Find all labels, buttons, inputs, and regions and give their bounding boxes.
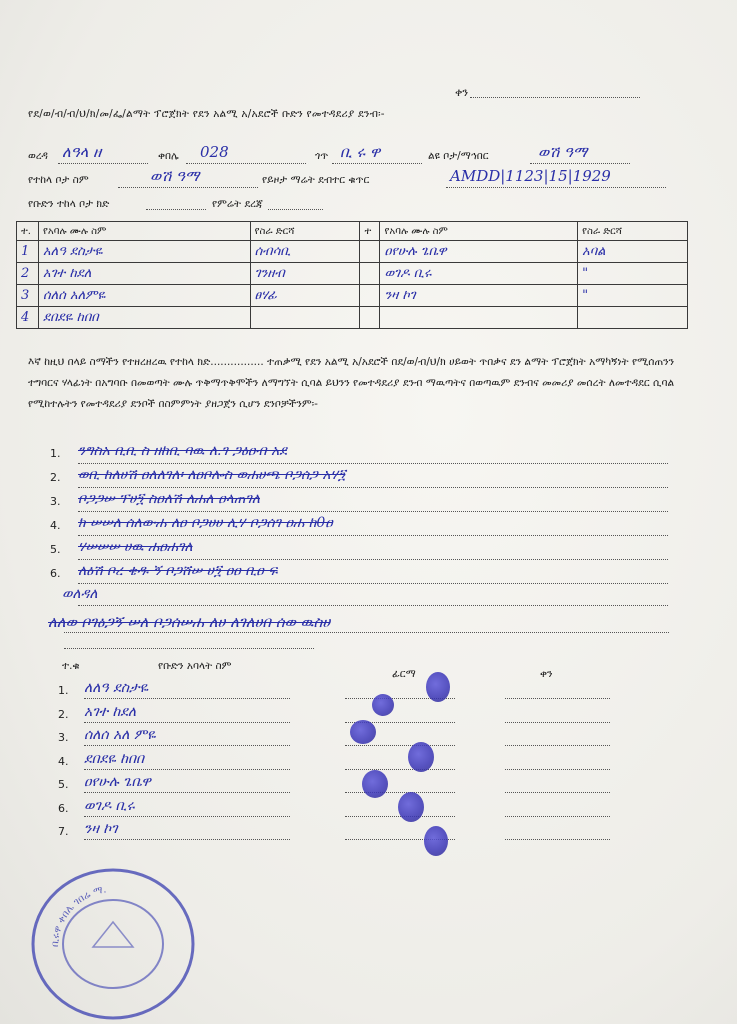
row-name-2: ዐየሁሉ ጌቤዋ <box>380 241 578 263</box>
row-name: ደበደዬ ከበበ <box>38 307 250 329</box>
date-line <box>505 839 610 840</box>
site-name-value: ወሽ ዓማ <box>150 167 200 185</box>
member-name: አገተ ከደለ <box>84 703 137 720</box>
header-role: የስራ ድርሻ <box>250 222 360 241</box>
rule-number: 2. <box>50 471 61 484</box>
header-no: ተ. <box>17 222 39 241</box>
list-item <box>44 821 344 845</box>
header-name-2: የአባሉ ሙሉ ስም <box>380 222 578 241</box>
official-stamp <box>18 852 200 1022</box>
signature-line <box>345 769 455 770</box>
list-item <box>34 443 694 467</box>
list-item <box>44 704 344 728</box>
sig-signature-label: ፊርማ <box>392 668 416 680</box>
kebele-value: 028 <box>200 143 229 161</box>
list-item <box>44 798 344 822</box>
thumbprint-mark <box>424 826 448 856</box>
row-role-2 <box>578 307 688 329</box>
rule-line <box>78 559 668 560</box>
sig-date-label: ቀን <box>540 668 553 680</box>
member-line <box>84 816 290 817</box>
row-name-2: ንዛ ኮገ <box>380 285 578 307</box>
rules-list <box>34 443 694 587</box>
header-name: የአባሉ ሙሉ ስም <box>38 222 250 241</box>
list-item <box>44 680 344 704</box>
member-name: ወገዶ ቢሩ <box>84 797 135 814</box>
rule-number: 4. <box>50 519 61 532</box>
row-name-2 <box>380 307 578 329</box>
member-number: 2. <box>58 707 69 721</box>
member-line <box>84 698 290 699</box>
group-site-line <box>146 209 206 210</box>
leader-line <box>530 163 630 164</box>
rule-text: ንግስአ ቢቢ ስ ዘከቢ ባዉ ለ.ገ ጋዕዐብ አደ <box>78 443 287 459</box>
date-label: ቀን <box>455 86 469 99</box>
site-name-line <box>118 187 258 188</box>
list-item <box>34 491 694 515</box>
member-line <box>84 839 290 840</box>
woreda-label: ወረዳ <box>28 150 48 162</box>
member-name: ሰለሰ አለ ምዬ <box>84 727 156 743</box>
leader-label: ልዩ ቦታ/ማኅበር <box>428 150 489 162</box>
row-role: ሰብሳቢ <box>250 241 360 263</box>
continuation-line-3 <box>64 648 314 649</box>
list-item <box>44 727 344 751</box>
rule-text: ወቢ ከለሀሽ ዐለለገለ፡ ለዐቦሎስ ወሐሀጫ ቦጋሰጋ አሃ፺ <box>78 467 346 483</box>
row-role <box>250 307 360 329</box>
rule-text: ሃሠሠሠ ሀዉ ሐዐሐገለ <box>78 539 193 555</box>
row-name: አለዓ ደስታዬ <box>38 241 250 263</box>
row-no: 3 <box>17 285 39 307</box>
continuation-text: ወለዳለ <box>62 586 98 602</box>
member-signature-list <box>44 680 344 845</box>
list-item <box>44 774 344 798</box>
row-name: አገተ ከደለ <box>38 263 250 285</box>
rule-line <box>78 535 668 536</box>
member-name: ንዛ ኮገ <box>84 821 118 837</box>
member-name: ዐየሁሉ ጌቤዋ <box>84 774 151 790</box>
date-line <box>505 816 610 817</box>
row-role-2: " <box>578 285 688 307</box>
date-line <box>505 792 610 793</box>
rule-number: 6. <box>50 567 61 580</box>
rule-line <box>78 463 668 464</box>
site-name-label: የተከላ ቦታ ስም <box>28 174 89 186</box>
svg-text:ቢሩዋ ቀበሌ ገበሬ ማ. <box>50 884 107 947</box>
got-label: ጎጥ <box>315 150 329 162</box>
woreda-value: ለዓላ ዘ <box>62 143 102 161</box>
table-row <box>17 285 688 307</box>
header-no-2: ተ <box>360 222 380 241</box>
got-line <box>332 163 422 164</box>
rule-text: ቦጋጋሠ ፕሀ፺ ስዐለሽ ለሐለ ዐላጠገለ <box>78 491 260 507</box>
list-item <box>44 751 344 775</box>
row-no-2 <box>360 263 380 285</box>
rule-text: ለዕሽ ቦረ ቄዱ ኝ ቦጋሸሠ ሀ፺ ዐዐ ቢዐ ፍ <box>78 563 278 579</box>
rule-number: 1. <box>50 447 61 460</box>
list-item <box>34 563 694 587</box>
thumbprint-mark <box>350 720 376 744</box>
row-role: ፀሃፊ <box>250 285 360 307</box>
got-value: ቢ ሩ ዋ <box>340 143 381 161</box>
rule-number: 3. <box>50 495 61 508</box>
list-item <box>34 539 694 563</box>
date-line <box>505 745 610 746</box>
row-role-2: " <box>578 263 688 285</box>
signature-line <box>345 792 455 793</box>
row-no: 1 <box>17 241 39 263</box>
kebele-line <box>186 163 306 164</box>
member-line <box>84 792 290 793</box>
row-role: ገንዘብ <box>250 263 360 285</box>
member-name: ለለዓ ደስታዬ <box>84 680 148 696</box>
continuation-line <box>78 605 668 606</box>
list-item <box>34 467 694 491</box>
table-row <box>17 307 688 329</box>
row-name: ሰለሰ አለምዬ <box>38 285 250 307</box>
gps-value: AMDD|1123|15|1929 <box>450 167 611 185</box>
table-row <box>17 241 688 263</box>
date-line <box>470 97 640 98</box>
signature-line <box>345 745 455 746</box>
gps-line <box>446 187 666 188</box>
continuation-text-2: ለለወ ቦገዕጋኝ ሠለ ቦጋሰሠሐ ለሀ ለገለሀበ ሰወ ዉስሀ <box>48 613 331 631</box>
approval-line <box>268 209 323 210</box>
row-no-2 <box>360 285 380 307</box>
continuation-line-2 <box>64 632 669 633</box>
thumbprint-mark <box>398 792 424 822</box>
rule-line <box>78 487 668 488</box>
thumbprint-mark <box>408 742 434 772</box>
date-line <box>505 769 610 770</box>
leader-value: ወሽ ዓማ <box>538 143 588 161</box>
member-number: 7. <box>58 825 69 838</box>
stamp-text: ቢሩዋ ቀበሌ ገበሬ ማ. <box>49 884 108 948</box>
row-no: 4 <box>17 307 39 329</box>
thumbprint-mark <box>426 672 450 702</box>
member-name: ደበደዬ ከበበ <box>84 750 145 767</box>
member-line <box>84 745 290 746</box>
row-no-2 <box>360 307 380 329</box>
date-line <box>505 698 610 699</box>
row-no-2 <box>360 241 380 263</box>
row-name-2: ወገዶ ቢሩ <box>380 263 578 285</box>
table-row <box>17 263 688 285</box>
group-site-label: የቡድን ተከላ ቦታ ክድ <box>28 198 110 210</box>
table-header-row <box>17 222 688 241</box>
member-number: 5. <box>58 778 69 791</box>
rule-text: ክ ሠሠለ ሰለውሐ ለዐ ቦጋሀሀ ሊሃ ቦጋሰገ ዐሐ ከ0ዐ <box>78 515 333 531</box>
intro-paragraph: እኛ ከዚህ በላይ ስማችን የተዘረዘረዉ የተከላ ክድ................ ተጠቃሚ የደን አልሚ አ/አደሮች በደ/ወ/ብ/ህ/ክ ሀይወት ጥበቃና ደን ልማት ፕሮጀክት አማካኝነት የሚሰጠንን ተግባርና ሃላፊነት በአግባቡ በመወጣት ሙሉ ጥቅማጥቅሞችን ለማግኘት ሲባል ይህንን የመተዳደሪያ ደንብ ማዉጣትና በወጣዉም ደንብና መመሪያ መሰረት ለመተዳደር ሲባል የሚከተሉትን የመተዳደሪያ ደንቦች በስምምነት ያዘጋጀን ሲሆን ደንቦቻችንም፡- <box>28 356 675 410</box>
row-no: 2 <box>17 263 39 285</box>
rule-line <box>78 511 668 512</box>
rule-number: 5. <box>50 543 61 556</box>
member-line <box>84 769 290 770</box>
date-line <box>505 722 610 723</box>
member-line <box>84 722 290 723</box>
thumbprint-mark <box>362 770 388 798</box>
gps-label: የይዞታ ማሬት ደብተር ቁጥር <box>262 174 370 186</box>
document-title: የደ/ወ/ብ/ብ/ህ/ክ/መ/ፌ/ልማት ፕሮጀክት የደን አልሚ አ/አደሮች ቡድን የመተዳደሪያ ደንብ፡- <box>28 108 385 120</box>
row-role-2: አባል <box>578 241 688 263</box>
member-number: 3. <box>58 731 69 744</box>
approval-label: የምሬት ደረጃ <box>212 198 263 210</box>
member-number: 1. <box>58 684 69 697</box>
sig-name-label: የቡድን አባላት ስም <box>158 660 232 672</box>
kebele-label: ቀበሌ <box>158 150 179 162</box>
member-number: 4. <box>58 754 69 768</box>
list-item <box>34 515 694 539</box>
woreda-line <box>58 163 148 164</box>
rule-line <box>78 583 668 584</box>
committee-table <box>16 221 688 329</box>
header-role-2: የስራ ድርሻ <box>578 222 688 241</box>
thumbprint-mark <box>372 694 394 716</box>
member-number: 6. <box>58 801 69 815</box>
sig-no-label: ተ.ቁ <box>62 660 80 672</box>
